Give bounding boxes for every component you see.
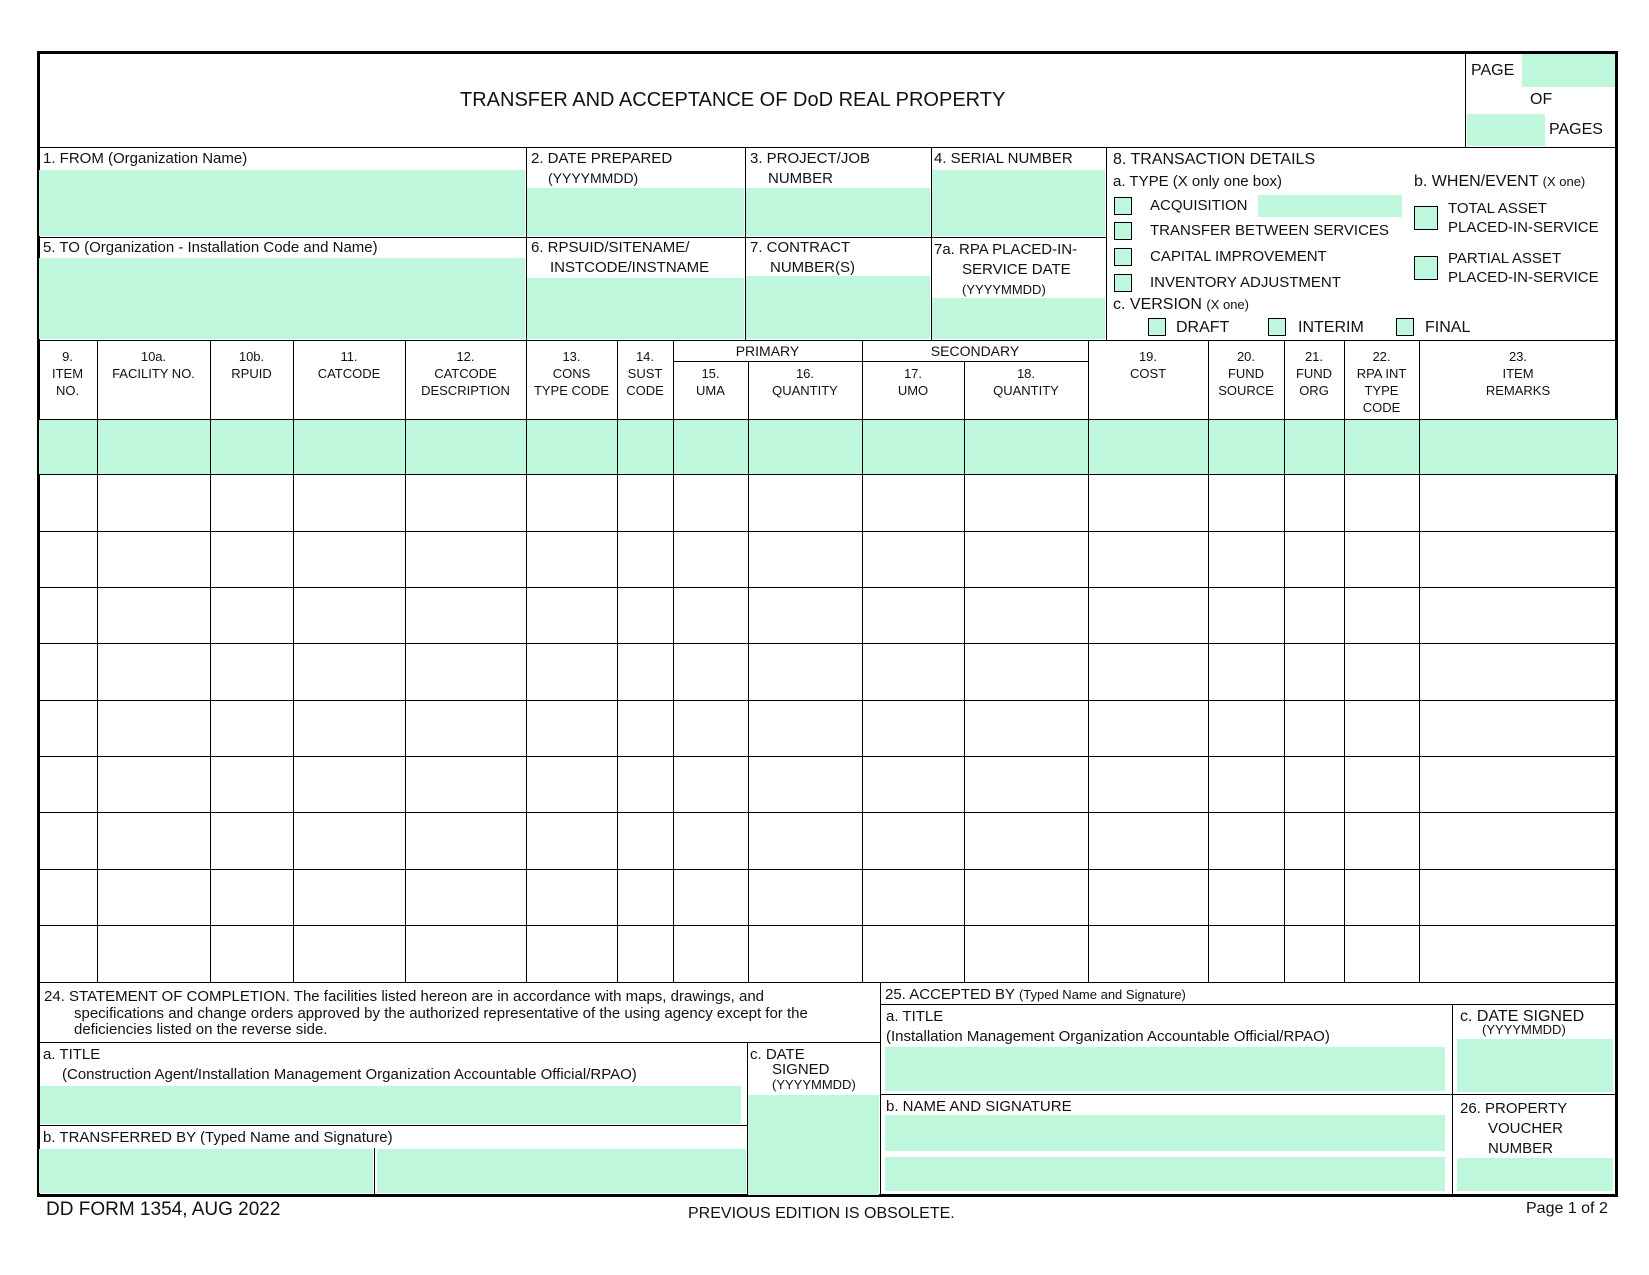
transaction-heading: 8. TRANSACTION DETAILS (1113, 151, 1316, 168)
row-divider (38, 982, 1617, 983)
voucher-label-2: VOUCHER (1488, 1120, 1564, 1137)
accept-title-field[interactable] (885, 1047, 1445, 1091)
column-header-line: 9. (62, 349, 73, 364)
acquisition-checkbox[interactable] (1114, 197, 1132, 215)
column-divider (862, 341, 863, 982)
column-divider (1344, 341, 1345, 982)
line-item-cell[interactable] (1285, 420, 1344, 474)
total-asset-checkbox[interactable] (1414, 206, 1438, 230)
column-divider (1088, 341, 1089, 982)
line-item-cell[interactable] (406, 420, 526, 474)
accept-date-label: c. DATE SIGNED (1460, 1008, 1585, 1025)
column-divider (1419, 341, 1420, 982)
when-total-label-1: TOTAL ASSET (1448, 200, 1547, 217)
row-divider (38, 925, 1617, 926)
serial-label: 4. SERIAL NUMBER (934, 150, 1073, 167)
line-item-cell[interactable] (674, 420, 748, 474)
voucher-label: 26. PROPERTY (1460, 1100, 1568, 1117)
transferred-by-label: b. TRANSFERRED BY (Typed Name and Signature) (43, 1129, 393, 1146)
final-checkbox[interactable] (1396, 318, 1414, 336)
line-item-cell[interactable] (527, 420, 617, 474)
column-header-line: RPUID (231, 366, 272, 381)
line-item-cell[interactable] (863, 420, 964, 474)
column-header-line: 21. (1304, 349, 1324, 364)
transfer-checkbox[interactable] (1114, 222, 1132, 240)
divider (38, 1042, 880, 1043)
row-divider (38, 756, 1617, 757)
project-label-2: NUMBER (768, 170, 834, 187)
column-divider (526, 341, 527, 982)
accepted-by-heading: 25. ACCEPTED BY (Typed Name and Signature) (885, 986, 1186, 1003)
row-divider (38, 643, 1617, 644)
column-divider (97, 341, 98, 982)
line-item-cell[interactable] (98, 420, 210, 474)
column-divider (1284, 341, 1285, 982)
column-header-line: 10a. (140, 349, 167, 364)
divider (881, 1004, 1617, 1005)
column-header-line: 17. (903, 366, 923, 381)
line-item-cell[interactable] (211, 420, 293, 474)
type-acquisition-label: ACQUISITION (1150, 197, 1248, 214)
completion-date-format: (YYYYMMDD) (772, 1077, 856, 1092)
line-item-cell[interactable] (1345, 420, 1419, 474)
column-header-line: ORG (1299, 383, 1329, 398)
line-item-cell[interactable] (39, 420, 97, 474)
transferred-by-signature-field[interactable] (377, 1149, 746, 1193)
total-pages-field[interactable] (1467, 114, 1545, 146)
completion-statement-line-3: deficiencies listed on the reverse side. (74, 1021, 328, 1038)
secondary-group-label: SECONDARY (930, 343, 1020, 359)
completion-date-label-2: SIGNED (772, 1061, 830, 1078)
line-item-cell[interactable] (1089, 420, 1208, 474)
column-header-line: CONS (552, 366, 591, 381)
group-divider (673, 361, 1088, 362)
column-header-line: 12. (456, 349, 475, 364)
page-label: PAGE (1471, 62, 1515, 79)
page-indicator: Page 1 of 2 (1526, 1200, 1608, 1217)
version-draft-label: DRAFT (1176, 319, 1230, 336)
accept-signature-field[interactable] (885, 1157, 1445, 1191)
version-final-label: FINAL (1425, 319, 1471, 336)
contract-label: 7. CONTRACT (750, 239, 851, 256)
column-header-line: UMO (897, 383, 929, 398)
accept-date-field[interactable] (1457, 1039, 1613, 1092)
column-header-line: 23. (1508, 349, 1528, 364)
rpsuid-label-2: INSTCODE/INSTNAME (550, 259, 710, 276)
project-number-field[interactable] (746, 188, 930, 236)
date-prepared-format: (YYYYMMDD) (548, 170, 639, 186)
primary-group-label: PRIMARY (735, 343, 800, 359)
inventory-adjustment-checkbox[interactable] (1114, 274, 1132, 292)
column-header-line: FACILITY NO. (112, 366, 195, 381)
capital-improvement-checkbox[interactable] (1114, 248, 1132, 266)
row-divider (38, 419, 1617, 420)
accept-date-format: (YYYYMMDD) (1482, 1022, 1566, 1037)
draft-checkbox[interactable] (1148, 318, 1166, 336)
date-prepared-field[interactable] (527, 188, 744, 236)
column-header-line: CATCODE (434, 366, 497, 381)
column-header-line: UMA (696, 383, 725, 398)
to-field[interactable] (39, 258, 525, 339)
column-divider (964, 362, 965, 982)
row-divider (38, 587, 1617, 588)
column-header-line: 18. (1016, 366, 1036, 381)
partial-asset-checkbox[interactable] (1414, 256, 1438, 280)
contract-number-field[interactable] (746, 276, 930, 339)
column-divider (405, 341, 406, 982)
column-header-line: COST (1129, 366, 1167, 381)
completion-title-field[interactable] (40, 1086, 741, 1124)
type-transfer-label: TRANSFER BETWEEN SERVICES (1150, 222, 1389, 239)
from-field[interactable] (39, 170, 525, 236)
date-prepared-label: 2. DATE PREPARED (531, 150, 673, 167)
completion-statement-line-2: specifications and change orders approved by the authorized representative of the using agency except for the (74, 1005, 808, 1022)
interim-checkbox[interactable] (1268, 318, 1286, 336)
when-partial-label-2: PLACED-IN-SERVICE (1448, 269, 1599, 286)
accept-name-label: b. NAME AND SIGNATURE (886, 1098, 1072, 1115)
column-divider (673, 341, 674, 982)
column-header-line: 11. (340, 349, 358, 364)
form-title: TRANSFER AND ACCEPTANCE OF DoD REAL PROPERTY (460, 89, 1006, 111)
row-divider (38, 812, 1617, 813)
divider (1465, 52, 1466, 148)
line-item-cell[interactable] (294, 420, 405, 474)
rpsuid-field[interactable] (527, 278, 744, 339)
of-label: OF (1530, 91, 1553, 108)
version-label: c. VERSION (X one) (1113, 296, 1249, 313)
accept-title-label: a. TITLE (886, 1008, 944, 1025)
project-label: 3. PROJECT/JOB (750, 150, 871, 167)
completion-date-field[interactable] (748, 1095, 879, 1195)
page-number-field[interactable] (1522, 54, 1615, 87)
contract-label-2: NUMBER(S) (770, 259, 855, 276)
row-divider (38, 474, 1617, 475)
serial-number-field[interactable] (932, 170, 1105, 236)
obsolete-notice: PREVIOUS EDITION IS OBSOLETE. (688, 1205, 955, 1222)
column-header-line: 16. (795, 366, 815, 381)
column-header-line: QUANTITY (993, 383, 1059, 398)
column-header-line: FUND (1227, 366, 1265, 381)
column-header-line: FUND (1295, 366, 1333, 381)
column-header-line: QUANTITY (772, 383, 838, 398)
column-divider (1208, 341, 1209, 982)
divider (38, 147, 1617, 148)
completion-statement-line-1: 24. STATEMENT OF COMPLETION. The facilities listed hereon are in accordance with maps, drawings, and (44, 988, 765, 1005)
when-partial-label-1: PARTIAL ASSET (1448, 250, 1562, 267)
column-header-line: ITEM (1502, 366, 1534, 381)
transferred-by-name-field[interactable] (39, 1149, 373, 1193)
column-header-line: NO. (55, 383, 80, 398)
divider (38, 1125, 747, 1126)
line-item-cell[interactable] (1420, 420, 1617, 474)
column-header-line: REMARKS (1485, 383, 1551, 398)
when-total-label-2: PLACED-IN-SERVICE (1448, 219, 1599, 236)
column-divider (617, 341, 618, 982)
line-item-cell[interactable] (1209, 420, 1284, 474)
column-header-line: TYPE CODE (533, 383, 610, 398)
column-header-line: 13. (562, 349, 581, 364)
divider (880, 983, 881, 1195)
column-header-line: SUST (627, 366, 663, 381)
rpsuid-label: 6. RPSUID/SITENAME/ (531, 239, 690, 256)
divider (881, 1094, 1617, 1095)
rpa-date-field[interactable] (932, 298, 1105, 339)
column-header-line: RPA INT (1356, 366, 1407, 381)
line-item-cell[interactable] (965, 420, 1088, 474)
column-header-line: 15. (701, 366, 720, 381)
rpa-date-format: (YYYYMMDD) (962, 282, 1046, 297)
row-divider (38, 700, 1617, 701)
accept-title-hint: (Installation Management Organization Accountable Official/RPAO) (886, 1028, 1330, 1045)
column-header-line: CODE (1362, 400, 1401, 415)
type-inventory-label: INVENTORY ADJUSTMENT (1150, 274, 1341, 291)
line-item-cell[interactable] (749, 420, 862, 474)
column-divider (748, 362, 749, 982)
column-header-line: 20. (1236, 349, 1256, 364)
version-interim-label: INTERIM (1298, 319, 1364, 336)
divider (374, 1148, 375, 1195)
rpa-date-label-2: SERVICE DATE (962, 261, 1071, 278)
column-header-line: 22. (1372, 349, 1391, 364)
divider (38, 340, 1617, 341)
column-divider (210, 341, 211, 982)
column-header-line: 10b. (238, 349, 265, 364)
type-capital-label: CAPITAL IMPROVEMENT (1150, 248, 1327, 265)
line-item-cell[interactable] (618, 420, 673, 474)
column-header-line: ITEM (51, 366, 84, 381)
completion-title-hint: (Construction Agent/Installation Management Organization Accountable Official/RPAO) (62, 1066, 637, 1083)
acquisition-detail-field[interactable] (1258, 195, 1402, 217)
column-header-line: CODE (626, 383, 664, 398)
divider (1106, 148, 1107, 340)
voucher-label-3: NUMBER (1488, 1140, 1554, 1157)
column-header-line: 19. (1138, 349, 1158, 364)
column-header-line: 14. (635, 349, 655, 364)
completion-title-label: a. TITLE (43, 1046, 101, 1063)
form-id: DD FORM 1354, AUG 2022 (46, 1199, 281, 1220)
voucher-number-field[interactable] (1457, 1158, 1613, 1191)
from-label: 1. FROM (Organization Name) (43, 150, 248, 167)
row-divider (38, 869, 1617, 870)
rpa-date-label: 7a. RPA PLACED-IN- (934, 241, 1078, 258)
row-divider (38, 531, 1617, 532)
column-header-line: SOURCE (1218, 383, 1274, 398)
to-label: 5. TO (Organization - Installation Code and Name) (43, 239, 378, 256)
column-divider (293, 341, 294, 982)
when-label: b. WHEN/EVENT (X one) (1414, 173, 1586, 190)
completion-date-label: c. DATE (750, 1046, 805, 1063)
accept-name-field[interactable] (885, 1115, 1445, 1151)
column-header-line: TYPE (1364, 383, 1399, 398)
pages-label: PAGES (1549, 121, 1603, 138)
column-header-line: CATCODE (317, 366, 381, 381)
divider (1452, 1005, 1453, 1195)
type-label: a. TYPE (X only one box) (1113, 173, 1282, 190)
column-header-line: DESCRIPTION (421, 383, 510, 398)
